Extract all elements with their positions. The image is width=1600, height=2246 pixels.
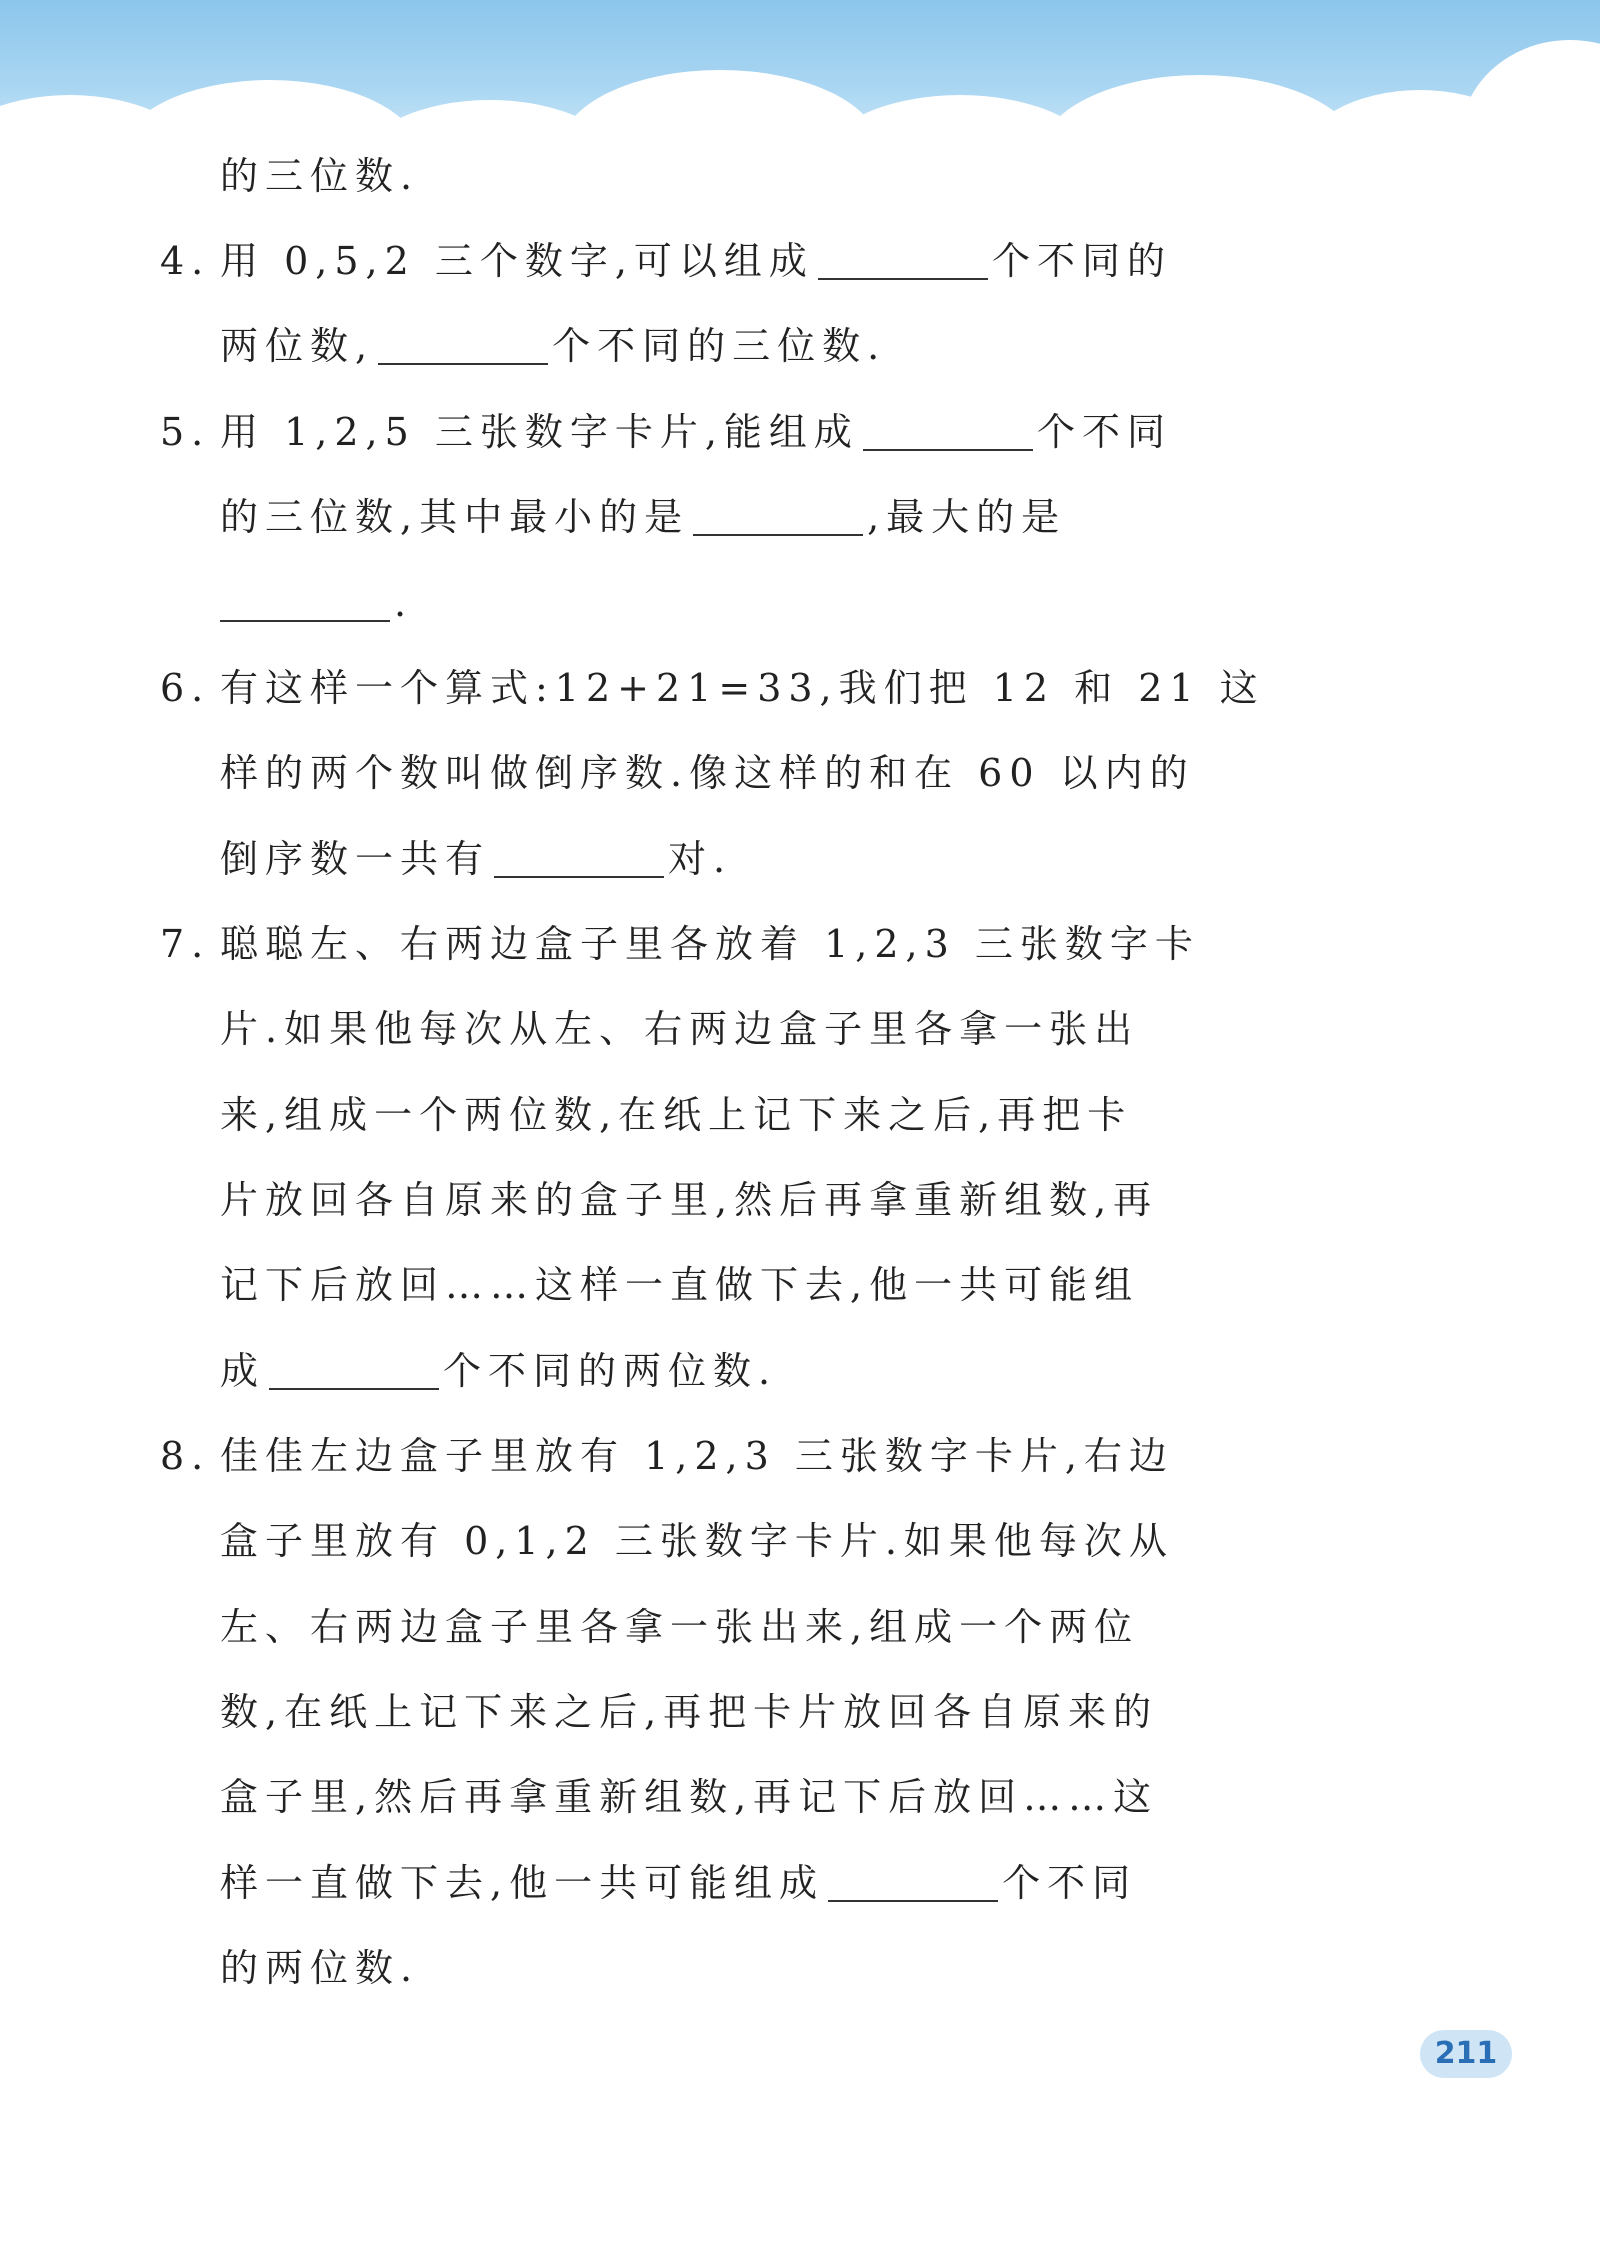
question-6-line bbox=[220, 829, 732, 889]
question-5-line bbox=[220, 573, 413, 633]
answer-blank[interactable] bbox=[494, 838, 664, 878]
answer-blank[interactable] bbox=[828, 1862, 998, 1902]
question-text: . bbox=[394, 581, 414, 625]
question-8-line bbox=[220, 1511, 1174, 1571]
answer-blank[interactable] bbox=[818, 240, 988, 280]
question-text: 用 0,5,2 三个数字,可以组成 bbox=[220, 239, 814, 283]
question-8-line bbox=[220, 1938, 419, 1998]
question-text: 两位数, bbox=[220, 324, 375, 368]
question-5-line bbox=[220, 487, 1066, 547]
question-text: 个不同 bbox=[1002, 1861, 1138, 1905]
question-7-line bbox=[220, 1341, 777, 1401]
answer-blank[interactable] bbox=[269, 1350, 439, 1390]
page-number-badge: 211 bbox=[1420, 2030, 1512, 2078]
question-text: 数,在纸上记下来之后,再把卡片放回各自原来的 bbox=[220, 1690, 1159, 1734]
question-number: 4. bbox=[160, 239, 211, 283]
question-text: 的两位数. bbox=[220, 1946, 420, 1990]
question-text: 片.如果他每次从左、右两边盒子里各拿一张出 bbox=[220, 1007, 1140, 1051]
question-text: 个不同的 bbox=[991, 239, 1172, 283]
question-6-line bbox=[220, 743, 1195, 803]
question-3-text: 的三位数. bbox=[220, 154, 420, 198]
question-text: 左、右两边盒子里各拿一张出来,组成一个两位 bbox=[220, 1605, 1140, 1649]
question-text: 倒序数一共有 bbox=[220, 837, 491, 881]
question-number: 5. bbox=[160, 410, 211, 454]
question-number: 6. bbox=[160, 666, 211, 710]
question-6-line bbox=[160, 658, 1265, 718]
question-3-line bbox=[220, 146, 419, 206]
answer-blank[interactable] bbox=[220, 582, 390, 622]
question-number: 7. bbox=[160, 922, 211, 966]
question-8-line bbox=[220, 1597, 1139, 1657]
answer-blank[interactable] bbox=[693, 496, 863, 536]
question-text: 的三位数,其中最小的是 bbox=[220, 495, 690, 539]
question-text: 有这样一个算式:12+21=33,我们把 12 和 21 这 bbox=[220, 666, 1265, 710]
question-4-line bbox=[160, 231, 1172, 291]
question-text: 个不同的三位数. bbox=[552, 324, 887, 368]
question-text: 个不同的两位数. bbox=[443, 1349, 778, 1393]
question-5-line bbox=[160, 402, 1172, 462]
question-7-line bbox=[220, 1255, 1139, 1315]
question-text: 片放回各自原来的盒子里,然后再拿重新组数,再 bbox=[220, 1178, 1159, 1222]
question-text: ,最大的是 bbox=[867, 495, 1067, 539]
question-text: 用 1,2,5 三张数字卡片,能组成 bbox=[220, 410, 859, 454]
question-7-line bbox=[220, 1170, 1158, 1230]
question-7-line bbox=[220, 1085, 1132, 1145]
question-text: 盒子里放有 0,1,2 三张数字卡片.如果他每次从 bbox=[220, 1519, 1174, 1563]
question-text: 个不同 bbox=[1036, 410, 1172, 454]
question-text: 记下后放回……这样一直做下去,他一共可能组 bbox=[220, 1263, 1140, 1307]
question-text: 成 bbox=[220, 1349, 266, 1393]
question-7-line bbox=[160, 914, 1200, 974]
question-text: 样一直做下去,他一共可能组成 bbox=[220, 1861, 825, 1905]
question-8-line bbox=[160, 1426, 1174, 1486]
question-text: 对. bbox=[668, 837, 733, 881]
question-number: 8. bbox=[160, 1434, 211, 1478]
question-text: 样的两个数叫做倒序数.像这样的和在 60 以内的 bbox=[220, 751, 1195, 795]
question-4-line bbox=[220, 316, 886, 376]
question-8-line bbox=[220, 1682, 1158, 1742]
question-text: 佳佳左边盒子里放有 1,2,3 三张数字卡片,右边 bbox=[220, 1434, 1174, 1478]
question-7-line bbox=[220, 999, 1139, 1059]
question-8-line bbox=[220, 1767, 1158, 1827]
answer-blank[interactable] bbox=[378, 325, 548, 365]
question-text: 来,组成一个两位数,在纸上记下来之后,再把卡 bbox=[220, 1093, 1133, 1137]
question-text: 盒子里,然后再拿重新组数,再记下后放回……这 bbox=[220, 1775, 1159, 1819]
question-8-line bbox=[220, 1853, 1137, 1913]
question-text: 聪聪左、右两边盒子里各放着 1,2,3 三张数字卡 bbox=[220, 922, 1200, 966]
answer-blank[interactable] bbox=[863, 411, 1033, 451]
